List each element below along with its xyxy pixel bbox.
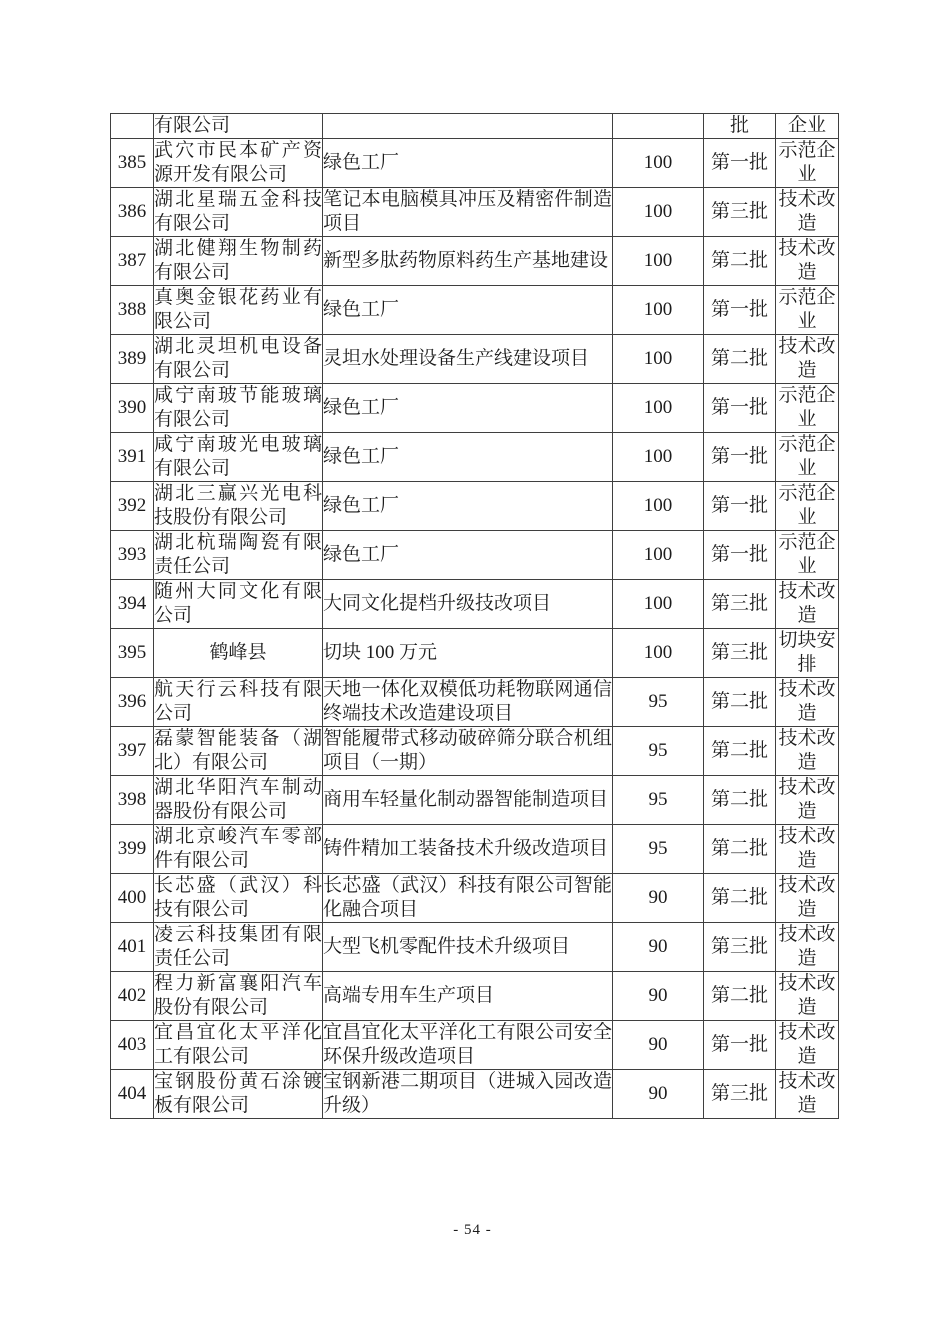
batch-cell: 第二批 [704,776,776,825]
company-cell: 湖北健翔生物制药有限公司 [154,237,323,286]
batch-cell: 第一批 [704,384,776,433]
category-cell: 技术改造 [776,678,839,727]
company-cell: 武穴市民本矿产资源开发有限公司 [154,139,323,188]
project-cell: 绿色工厂 [323,482,613,531]
row-number-cell: 389 [111,335,154,384]
company-cell: 有限公司 [154,114,323,139]
row-number-cell: 397 [111,727,154,776]
category-cell: 示范企业 [776,384,839,433]
amount-cell: 95 [613,776,704,825]
category-cell: 技术改造 [776,972,839,1021]
company-cell: 湖北星瑞五金科技有限公司 [154,188,323,237]
company-cell: 宝钢股份黄石涂镀板有限公司 [154,1070,323,1119]
project-cell: 新型多肽药物原料药生产基地建设 [323,237,613,286]
project-cell: 大型飞机零配件技术升级项目 [323,923,613,972]
category-cell: 技术改造 [776,335,839,384]
category-cell: 技术改造 [776,776,839,825]
company-cell: 真奥金银花药业有限公司 [154,286,323,335]
row-number-cell: 398 [111,776,154,825]
project-funding-table [110,113,839,1119]
row-number-cell: 390 [111,384,154,433]
table-row [111,972,839,1021]
project-cell: 绿色工厂 [323,531,613,580]
project-cell: 笔记本电脑模具冲压及精密件制造项目 [323,188,613,237]
table-row [111,384,839,433]
project-cell: 绿色工厂 [323,433,613,482]
row-number-cell: 399 [111,825,154,874]
batch-cell: 第三批 [704,188,776,237]
row-number-cell: 386 [111,188,154,237]
category-cell: 技术改造 [776,874,839,923]
company-cell: 航天行云科技有限公司 [154,678,323,727]
amount-cell: 100 [613,629,704,678]
category-cell: 技术改造 [776,923,839,972]
row-number-cell: 402 [111,972,154,1021]
batch-cell: 第一批 [704,531,776,580]
project-cell: 绿色工厂 [323,384,613,433]
company-cell: 鹤峰县 [154,629,323,678]
row-number-cell: 396 [111,678,154,727]
table-row [111,286,839,335]
table-row-carryover [111,114,839,139]
amount-cell: 100 [613,237,704,286]
category-cell: 技术改造 [776,188,839,237]
project-cell: 大同文化提档升级技改项目 [323,580,613,629]
row-number-cell: 403 [111,1021,154,1070]
amount-cell: 100 [613,286,704,335]
project-cell: 智能履带式移动破碎筛分联合机组项目（一期） [323,727,613,776]
project-cell: 切块 100 万元 [323,629,613,678]
batch-cell: 第二批 [704,727,776,776]
category-cell: 技术改造 [776,1021,839,1070]
company-cell: 长芯盛（武汉）科技有限公司 [154,874,323,923]
amount-cell: 100 [613,482,704,531]
project-cell: 天地一体化双模低功耗物联网通信终端技术改造建设项目 [323,678,613,727]
table-row [111,188,839,237]
company-cell: 随州大同文化有限公司 [154,580,323,629]
amount-cell: 95 [613,678,704,727]
project-cell: 绿色工厂 [323,139,613,188]
project-cell: 高端专用车生产项目 [323,972,613,1021]
category-cell: 示范企业 [776,433,839,482]
table-row [111,580,839,629]
company-cell: 湖北灵坦机电设备有限公司 [154,335,323,384]
amount-cell: 90 [613,874,704,923]
table-row [111,629,839,678]
amount-cell: 95 [613,727,704,776]
row-number-cell: 388 [111,286,154,335]
row-number-cell: 393 [111,531,154,580]
row-number-cell: 395 [111,629,154,678]
company-cell: 宜昌宜化太平洋化工有限公司 [154,1021,323,1070]
company-cell: 程力新富襄阳汽车股份有限公司 [154,972,323,1021]
table-row [111,1070,839,1119]
table-row [111,1021,839,1070]
amount-cell: 90 [613,923,704,972]
page-number: - 54 - [453,1222,492,1238]
batch-cell: 第二批 [704,825,776,874]
table-row [111,825,839,874]
row-number-cell: 401 [111,923,154,972]
batch-cell: 第三批 [704,629,776,678]
batch-cell: 第一批 [704,139,776,188]
company-cell: 咸宁南玻节能玻璃有限公司 [154,384,323,433]
batch-cell: 第二批 [704,335,776,384]
batch-cell: 第一批 [704,1021,776,1070]
table-row [111,727,839,776]
row-number-cell: 385 [111,139,154,188]
amount-cell: 90 [613,972,704,1021]
company-cell: 咸宁南玻光电玻璃有限公司 [154,433,323,482]
batch-cell: 第三批 [704,1070,776,1119]
category-cell: 示范企业 [776,139,839,188]
table-row [111,335,839,384]
company-cell: 湖北杭瑞陶瓷有限责任公司 [154,531,323,580]
category-cell: 示范企业 [776,286,839,335]
project-cell: 商用车轻量化制动器智能制造项目 [323,776,613,825]
batch-cell: 第一批 [704,482,776,531]
category-cell: 技术改造 [776,1070,839,1119]
project-cell: 铸件精加工装备技术升级改造项目 [323,825,613,874]
category-cell: 示范企业 [776,482,839,531]
batch-cell: 第二批 [704,237,776,286]
batch-cell: 第一批 [704,286,776,335]
company-cell: 凌云科技集团有限责任公司 [154,923,323,972]
amount-cell: 100 [613,384,704,433]
batch-cell: 第三批 [704,580,776,629]
amount-cell: 100 [613,188,704,237]
batch-cell: 第一批 [704,433,776,482]
amount-cell: 90 [613,1021,704,1070]
row-number-cell [111,114,154,139]
amount-cell [613,114,704,139]
category-cell: 企业 [776,114,839,139]
category-cell: 技术改造 [776,825,839,874]
amount-cell: 100 [613,580,704,629]
row-number-cell: 400 [111,874,154,923]
table-row [111,874,839,923]
batch-cell: 第二批 [704,972,776,1021]
company-cell: 湖北三赢兴光电科技股份有限公司 [154,482,323,531]
row-number-cell: 394 [111,580,154,629]
batch-cell: 第二批 [704,678,776,727]
table-row [111,678,839,727]
row-number-cell: 387 [111,237,154,286]
project-cell: 绿色工厂 [323,286,613,335]
amount-cell: 95 [613,825,704,874]
amount-cell: 100 [613,433,704,482]
row-number-cell: 392 [111,482,154,531]
table-row [111,433,839,482]
category-cell: 示范企业 [776,531,839,580]
category-cell: 技术改造 [776,580,839,629]
project-cell: 宝钢新港二期项目（进城入园改造升级） [323,1070,613,1119]
project-cell: 长芯盛（武汉）科技有限公司智能化融合项目 [323,874,613,923]
project-cell: 灵坦水处理设备生产线建设项目 [323,335,613,384]
category-cell: 技术改造 [776,727,839,776]
row-number-cell: 391 [111,433,154,482]
company-cell: 湖北华阳汽车制动器股份有限公司 [154,776,323,825]
table-row [111,776,839,825]
batch-cell: 第二批 [704,874,776,923]
table-row [111,237,839,286]
amount-cell: 90 [613,1070,704,1119]
table-row [111,923,839,972]
project-cell [323,114,613,139]
amount-cell: 100 [613,139,704,188]
row-number-cell: 404 [111,1070,154,1119]
amount-cell: 100 [613,531,704,580]
table-row [111,531,839,580]
table-row [111,482,839,531]
category-cell: 技术改造 [776,237,839,286]
project-cell: 宜昌宜化太平洋化工有限公司安全环保升级改造项目 [323,1021,613,1070]
company-cell: 湖北京峻汽车零部件有限公司 [154,825,323,874]
company-cell: 磊蒙智能装备（湖北）有限公司 [154,727,323,776]
table-row [111,139,839,188]
batch-cell: 第三批 [704,923,776,972]
amount-cell: 100 [613,335,704,384]
batch-cell: 批 [704,114,776,139]
category-cell: 切块安排 [776,629,839,678]
